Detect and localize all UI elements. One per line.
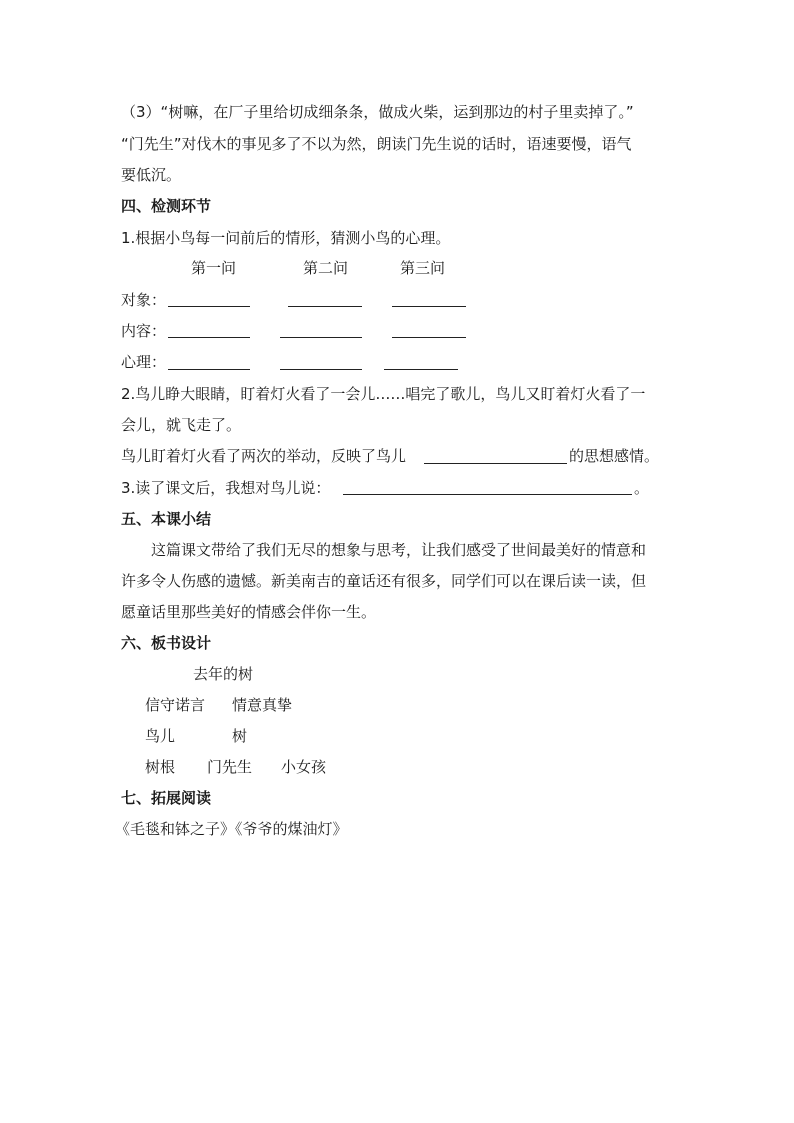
answer-blank[interactable]	[280, 337, 362, 338]
board-keep-promise: 信守诺言	[145, 696, 206, 714]
section6-heading: 六、板书设计	[121, 634, 212, 652]
question-3-suffix: 。	[634, 479, 650, 497]
summary-line3: 愿童话里那些美好的情感会伴你一生。	[121, 603, 377, 621]
answer-blank[interactable]	[168, 306, 250, 307]
answer-blank[interactable]	[343, 494, 632, 495]
section3-line2: “门先生”对伐木的事见多了不以为然，朗读门先生说的话时，语速要慢，语气	[121, 135, 632, 153]
row-label-mind: 心理：	[121, 353, 167, 371]
question-2-line2: 会儿，就飞走了。	[121, 416, 242, 434]
column-header-third: 第三问	[400, 259, 446, 277]
column-header-second: 第二问	[303, 259, 349, 277]
answer-blank[interactable]	[168, 337, 250, 338]
answer-blank[interactable]	[392, 337, 466, 338]
answer-blank[interactable]	[168, 369, 250, 370]
column-header-first: 第一问	[191, 259, 237, 277]
question-2-prompt: 鸟儿盯着灯火看了两次的举动，反映了鸟儿	[121, 447, 407, 465]
row-label-object: 对象：	[121, 291, 167, 309]
extended-reading-books: 《毛毯和钵之子》《爷爷的煤油灯》	[115, 820, 348, 838]
board-sincere-affection: 情意真挚	[232, 696, 293, 714]
board-bird: 鸟儿	[145, 727, 176, 745]
section7-heading: 七、拓展阅读	[121, 789, 212, 807]
board-tree: 树	[232, 727, 248, 745]
question-3-prompt: 3.读了课文后，我想对鸟儿说：	[121, 479, 331, 497]
question-1: 1.根据小鸟每一问前后的情形，猜测小鸟的心理。	[121, 229, 451, 247]
board-girl: 小女孩	[281, 758, 327, 776]
answer-blank[interactable]	[384, 369, 458, 370]
board-title: 去年的树	[193, 665, 254, 683]
row-label-content: 内容：	[121, 322, 167, 340]
section4-heading: 四、检测环节	[121, 197, 212, 215]
answer-blank[interactable]	[280, 369, 362, 370]
section5-heading: 五、本课小结	[121, 510, 212, 528]
summary-line1: 这篇课文带给了我们无尽的想象与思考，让我们感受了世间最美好的情意和	[151, 541, 647, 559]
section3-line3: 要低沉。	[121, 166, 182, 184]
section3-line1: （3）“树嘛，在厂子里给切成细条条，做成火柴，运到那边的村子里卖掉了。”	[121, 103, 634, 121]
answer-blank[interactable]	[288, 306, 362, 307]
board-root: 树根	[145, 758, 176, 776]
question-2-line1: 2.鸟儿睁大眼睛，盯着灯火看了一会儿……唱完了歌儿，鸟儿又盯着灯火看了一	[121, 385, 646, 403]
answer-blank[interactable]	[424, 463, 567, 464]
summary-line2: 许多令人伤感的遗憾。新美南吉的童话还有很多，同学们可以在课后读一读，但	[121, 572, 647, 590]
board-door: 门先生	[207, 758, 253, 776]
question-2-suffix: 的思想感情。	[569, 447, 660, 465]
answer-blank[interactable]	[392, 306, 466, 307]
